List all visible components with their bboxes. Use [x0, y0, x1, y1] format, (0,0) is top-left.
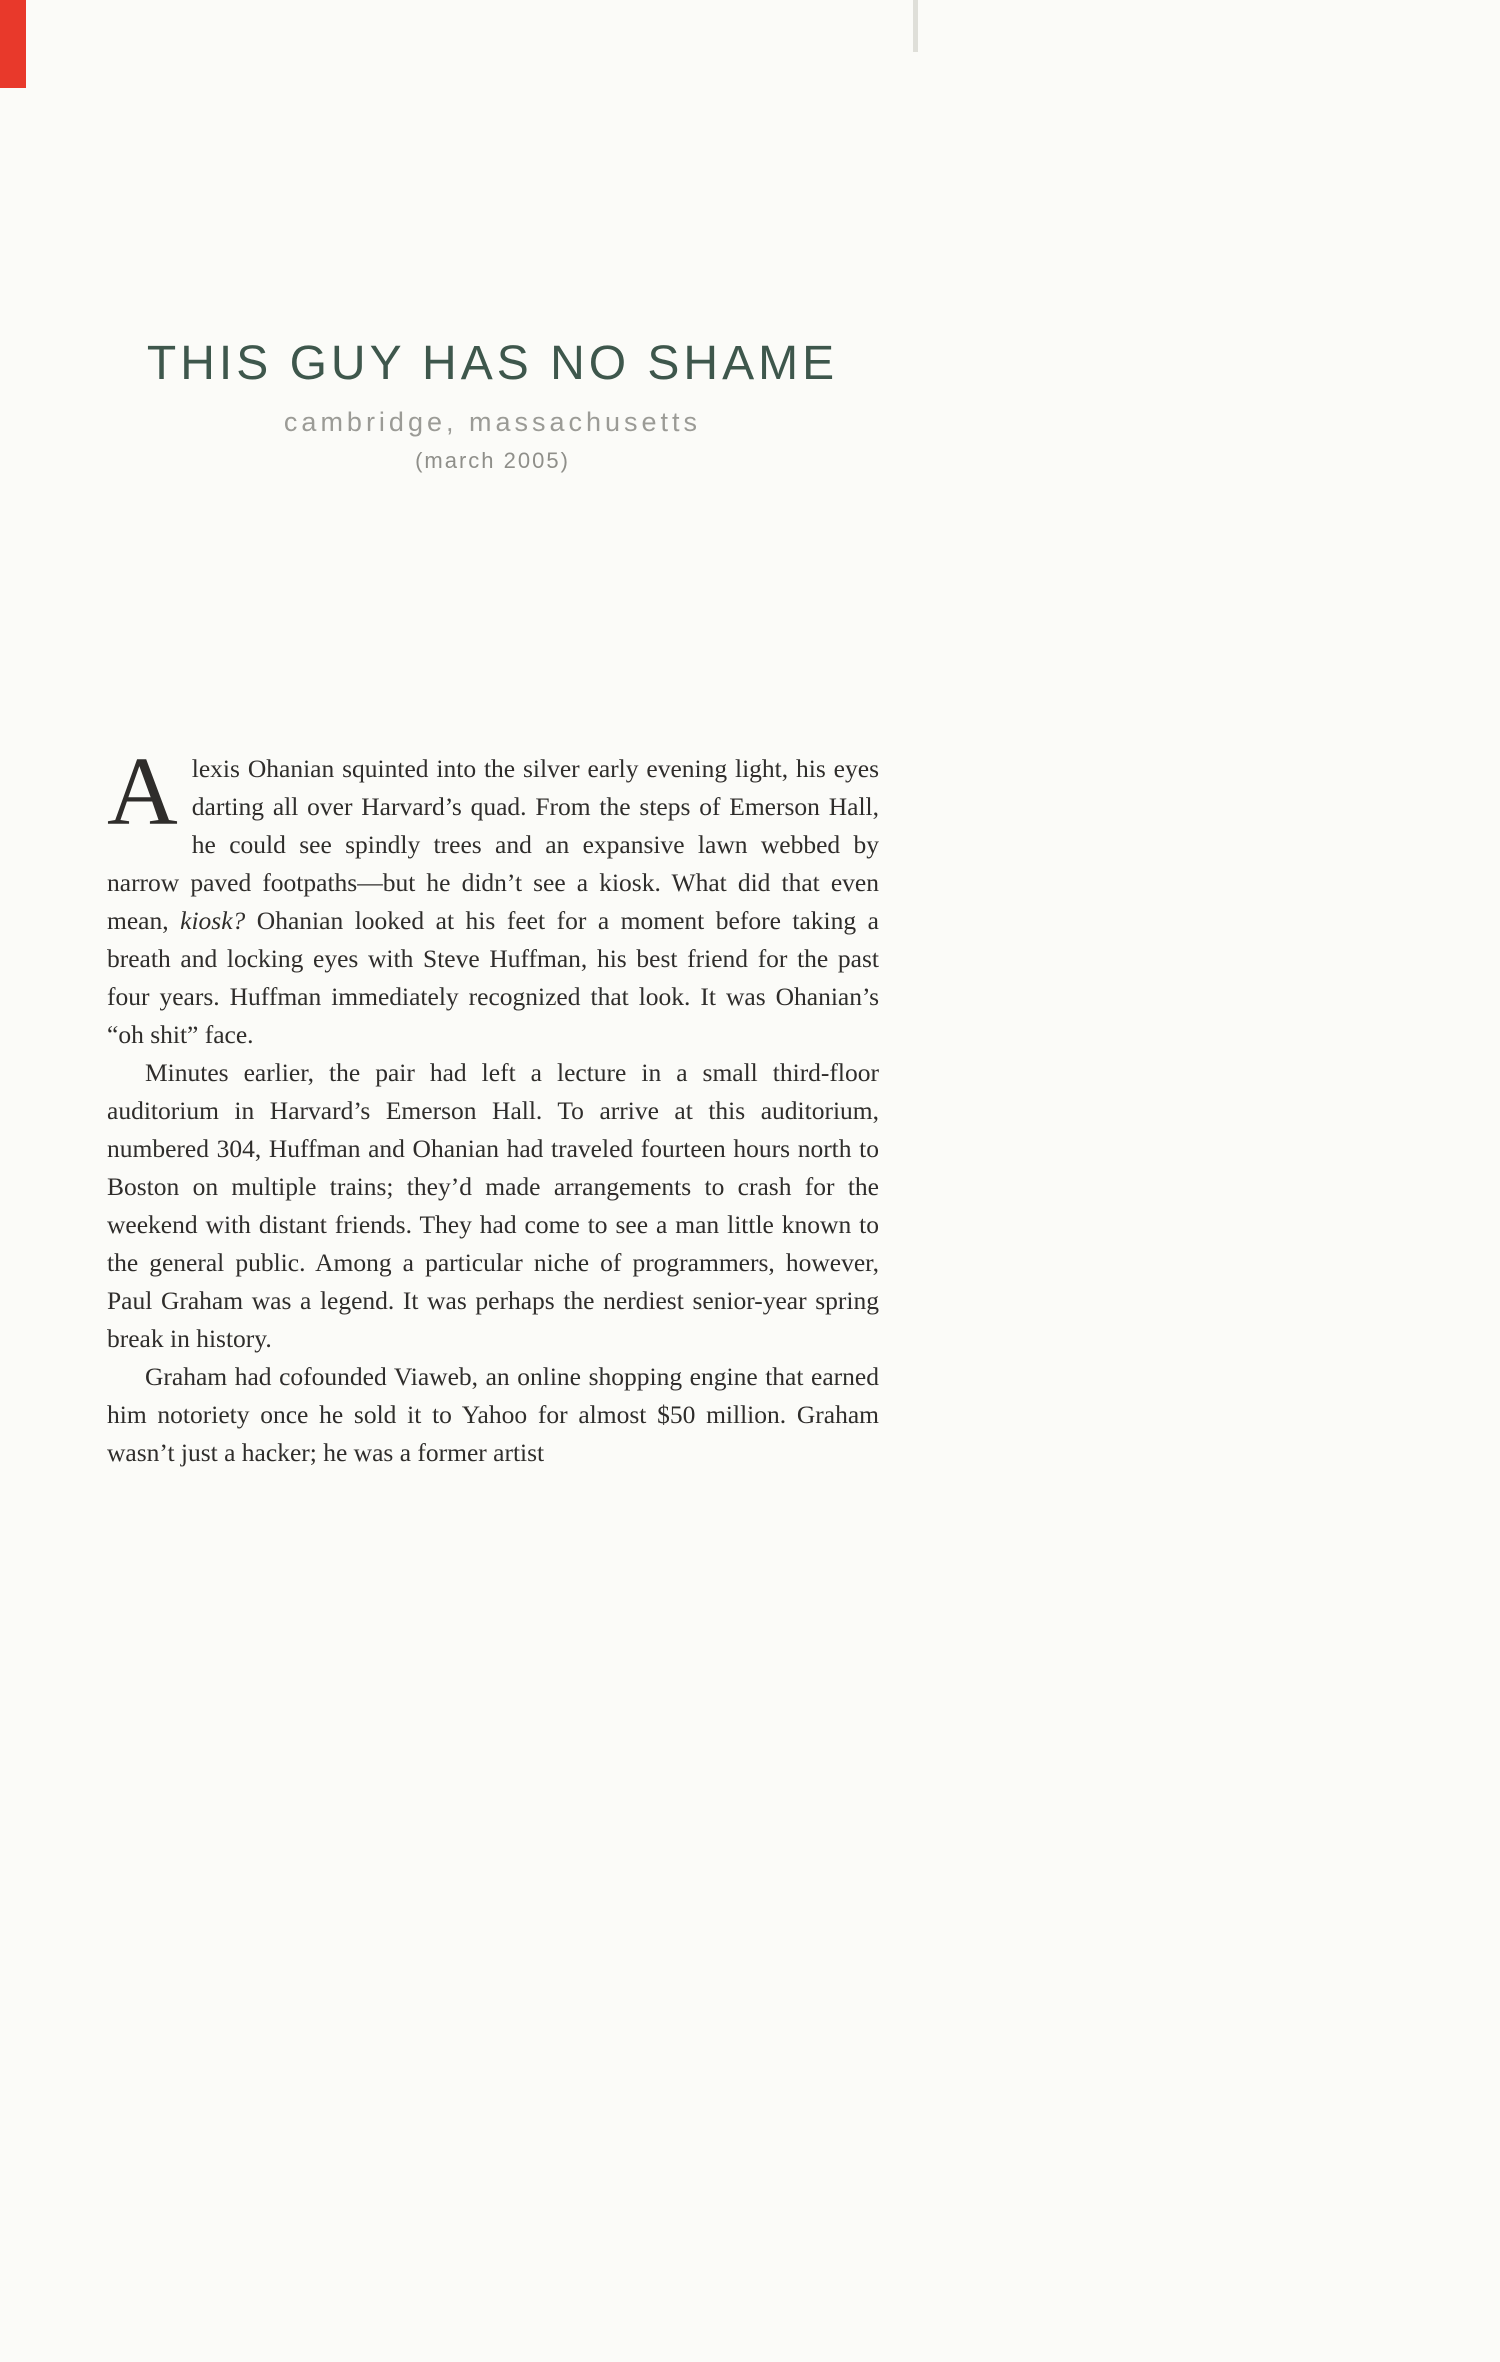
- paragraph-two: Minutes earlier, the pair had left a lecture in a small third-floor auditorium in Harvard’s Emerson Hall. To arrive at this auditorium, numbered 304, Huffman and Ohanian had traveled fourteen hours north to Boston on multiple trains; they’d made arrangements to crash for the weekend with distant friends. They had come to see a man little known to the general public. Among a particular niche of programmers, however, Paul Graham was a legend. It was perhaps the nerdiest senior-year spring break in history.: [107, 1058, 879, 1353]
- chapter-location: cambridge, massachusetts: [283, 407, 702, 437]
- chapter-title: THIS GUY HAS NO SHAME: [146, 337, 839, 390]
- italic-word-kiosk: kiosk?: [180, 906, 246, 935]
- paragraph-opening-text: lexis Ohanian squinted into the silver early evening light, his eyes darting all over Harvard’s quad. From the steps of Emerson Hall, he could see spindly trees and an expansive lawn webbed by narrow paved footpaths—but he didn’t see a kiosk. What did that even mean,: [107, 754, 879, 935]
- chapter-date: (march 2005): [415, 448, 570, 473]
- scan-red-edge-mark: [0, 0, 26, 88]
- paragraph-opening-text-continued: Ohanian looked at his feet for a moment before taking a breath and locking eyes with Steve Huffman, his best friend for the past four years. Huffman immediately recognized that look. It was Ohanian’s “oh shit” face.: [107, 906, 879, 1049]
- body-text-block: [107, 738, 879, 1472]
- scan-gray-artifact: [913, 0, 918, 52]
- paragraph-opening: [107, 738, 879, 1054]
- chapter-header: [105, 336, 880, 474]
- drop-cap: A: [107, 738, 178, 846]
- paragraph-three: Graham had cofounded Viaweb, an online shopping engine that earned him notoriety once he sold it to Yahoo for almost $50 million. Graham wasn’t just a hacker; he was a former artist: [107, 1362, 879, 1467]
